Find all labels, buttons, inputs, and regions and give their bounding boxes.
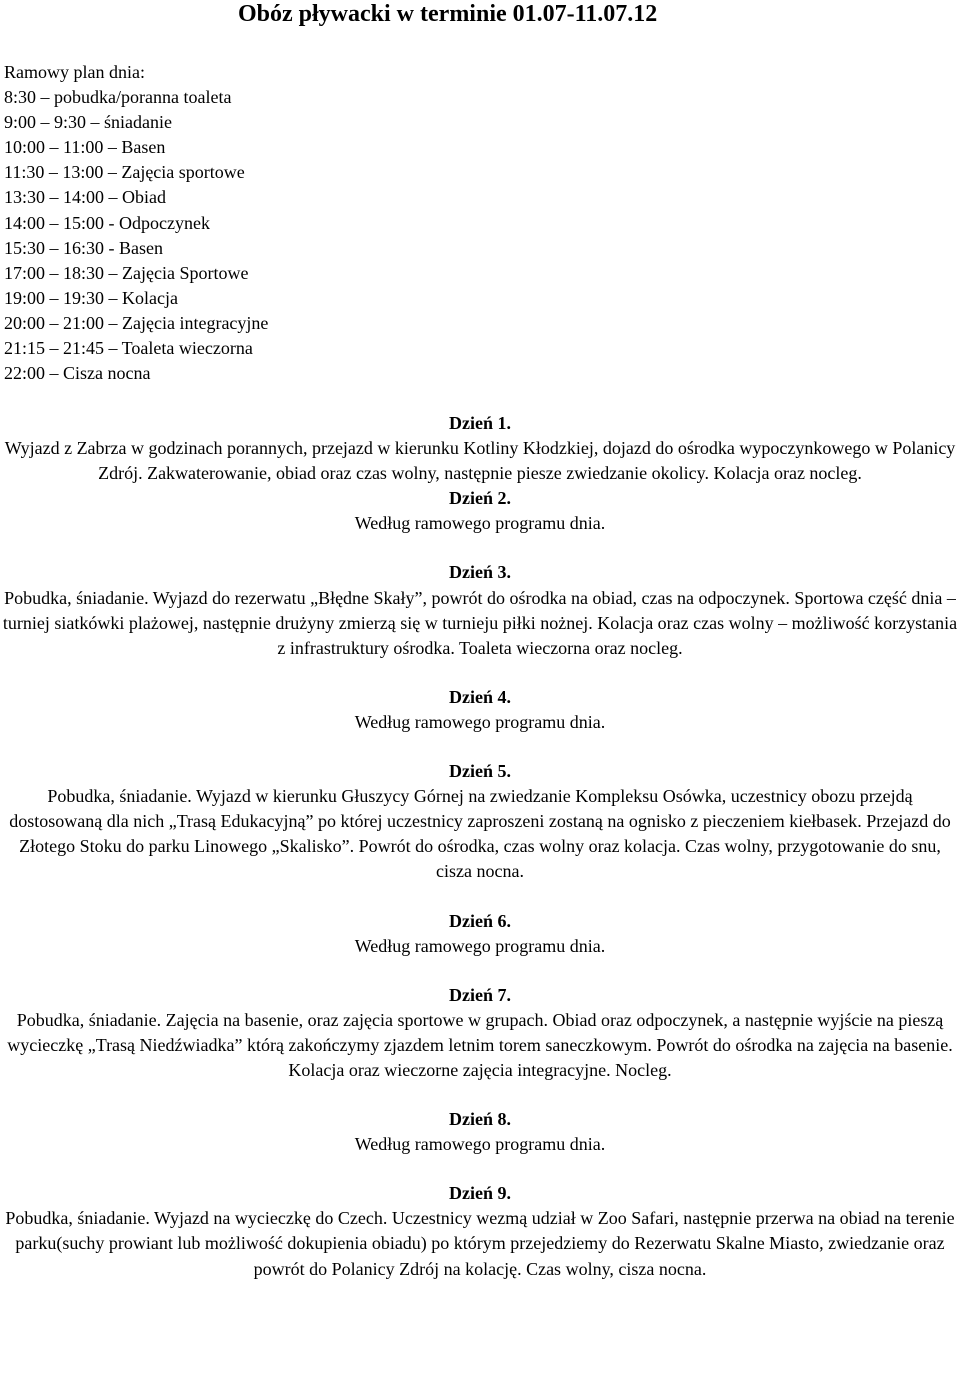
day-description: Według ramowego programu dnia. <box>354 513 606 534</box>
day-section <box>0 411 960 486</box>
schedule-heading: Ramowy plan dnia: <box>4 62 145 82</box>
schedule-item: 9:00 – 9:30 – śniadanie <box>4 112 172 133</box>
schedule-item: 11:30 – 13:00 – Zajęcia sportowe <box>4 162 245 183</box>
day-heading: Dzień 7. <box>449 984 511 1005</box>
day-heading: Dzień 5. <box>449 761 511 782</box>
spacer <box>0 959 960 983</box>
spacer <box>0 1157 960 1181</box>
day-section <box>0 685 960 735</box>
day-heading: Dzień 4. <box>449 686 511 707</box>
day-section <box>0 759 960 884</box>
schedule-item: 15:30 – 16:30 - Basen <box>4 237 163 258</box>
day-section <box>0 1107 960 1157</box>
day-heading: Dzień 9. <box>449 1183 511 1204</box>
day-section <box>0 983 960 1083</box>
day-heading: Dzień 8. <box>449 1109 511 1130</box>
day-description: Pobudka, śniadanie. Wyjazd do rezerwatu „Błędne Skały”, powrót do ośrodka na obiad, czas na odpoczynek. Sportowa część dnia – turniej siatkówki plażowej, następnie drużyny zmierzą się w turnieju piłki nożnej. Kolacja oraz czas wolny – możliwość korzystania z infrastruktury ośrodka. Toaleta wieczorna oraz nocleg. <box>2 587 958 658</box>
day-heading: Dzień 3. <box>449 562 511 583</box>
day-program <box>0 411 960 1282</box>
schedule-item: 22:00 – Cisza nocna <box>4 363 151 384</box>
day-description: Wyjazd z Zabrza w godzinach porannych, przejazd w kierunku Kotliny Kłodzkiej, dojazd do ośrodka wypoczynkowego w Polanicy Zdrój. Zakwaterowanie, obiad oraz czas wolny, następnie piesze zwiedzanie okolicy. Kolacja oraz nocleg. <box>4 438 956 484</box>
schedule-item: 14:00 – 15:00 - Odpoczynek <box>4 212 210 233</box>
spacer <box>0 661 960 685</box>
schedule-item: 19:00 – 19:30 – Kolacja <box>4 287 178 308</box>
day-heading: Dzień 1. <box>449 413 511 433</box>
day-description: Według ramowego programu dnia. <box>354 1134 606 1155</box>
day-section <box>0 1181 960 1281</box>
day-description: Według ramowego programu dnia. <box>354 711 606 732</box>
day-description: Pobudka, śniadanie. Wyjazd na wycieczkę do Czech. Uczestnicy wezmą udział w Zoo Safari, następnie przerwa na obiad na terenie parku(suchy prowiant lub możliwość dokupienia obiadu) po którym przejedziemy do Rezerwatu Skalne Miasto, zwiedzanie oraz powrót do Polanicy Zdrój na kolację. Czas wolny, cisza nocna. <box>5 1208 955 1279</box>
schedule-item: 8:30 – pobudka/poranna toaleta <box>4 87 232 108</box>
schedule-item: 17:00 – 18:30 – Zajęcia Sportowe <box>4 262 249 283</box>
day-description: Według ramowego programu dnia. <box>354 935 606 956</box>
spacer <box>0 735 960 759</box>
day-heading: Dzień 2. <box>449 488 511 509</box>
day-section <box>0 909 960 959</box>
schedule-item: 13:30 – 14:00 – Obiad <box>4 187 166 208</box>
schedule-item: 10:00 – 11:00 – Basen <box>4 137 166 158</box>
schedule-item: 21:15 – 21:45 – Toaleta wieczorna <box>4 338 253 359</box>
day-description: Pobudka, śniadanie. Wyjazd w kierunku Głuszycy Górnej na zwiedzanie Kompleksu Osówka, uczestnicy obozu przejdą dostosowaną dla nich „Trasą Edukacyjną” po której uczestnicy zaproszeni zostaną na ognisko z pieczeniem kiełbasek. Przejazd do Złotego Stoku do parku Linowego „Skalisko”. Powrót do ośrodka, czas wolny oraz kolacja. Czas wolny, przygotowanie do snu, cisza nocna. <box>9 786 951 882</box>
day-heading: Dzień 6. <box>449 910 511 931</box>
spacer <box>0 885 960 909</box>
schedule-item: 20:00 – 21:00 – Zajęcia integracyjne <box>4 312 269 333</box>
day-section <box>0 486 960 536</box>
day-section <box>0 560 960 660</box>
spacer <box>0 536 960 560</box>
spacer <box>0 1083 960 1107</box>
daily-schedule <box>4 60 524 386</box>
day-description: Pobudka, śniadanie. Zajęcia na basenie, oraz zajęcia sportowe w grupach. Obiad oraz odpoczynek, a następnie wyjście na pieszą wycieczkę „Trasą Niedźwiadka” którą zakończymy zjazdem letnim torem saneczkowym. Powrót do ośrodka na zajęcia na basenie. Kolacja oraz wieczorne zajęcia integracyjne. Nocleg. <box>7 1009 953 1080</box>
document-title: Obóz pływacki w terminie 01.07-11.07.12 <box>238 1 658 27</box>
